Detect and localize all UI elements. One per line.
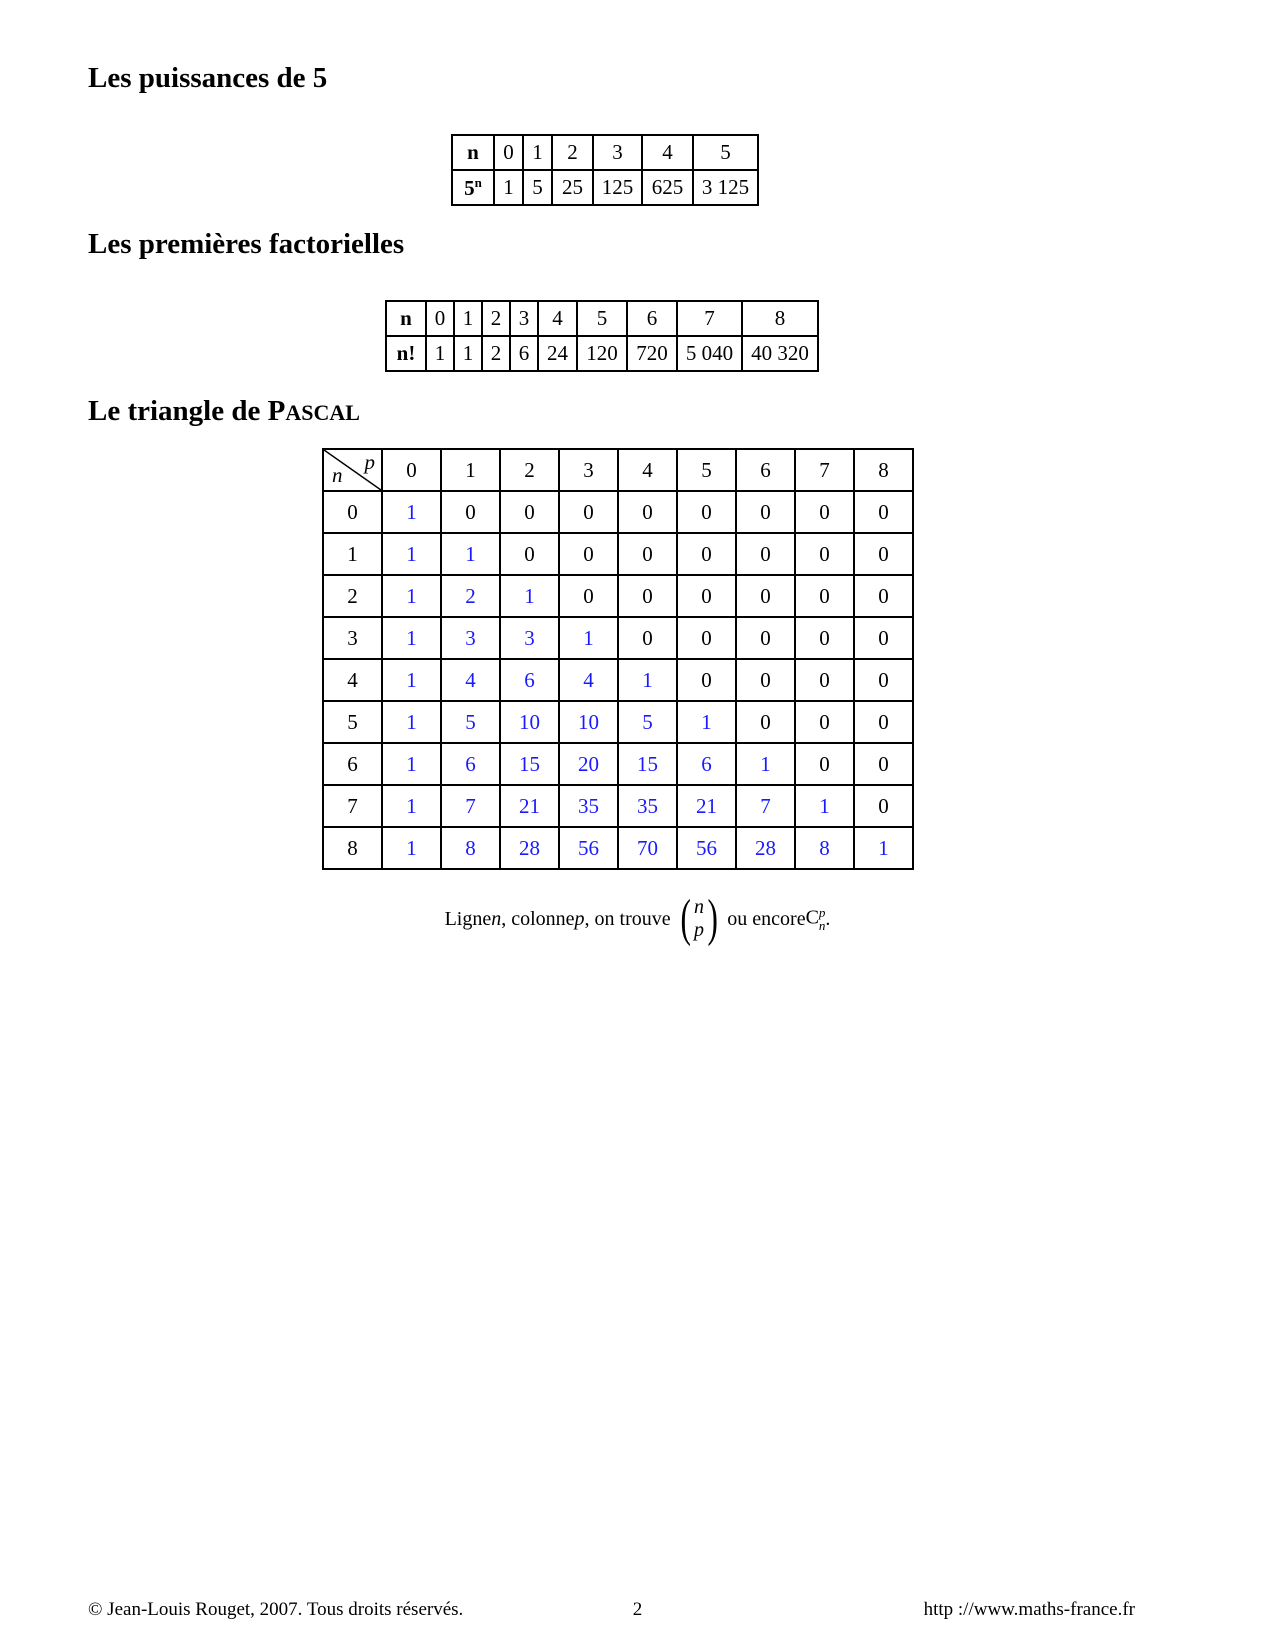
- pascal-row: [323, 743, 913, 785]
- powers-row-values: [452, 170, 758, 205]
- pascal-cell: 1: [382, 491, 441, 533]
- pascal-cell: 5: [618, 701, 677, 743]
- factorial-n-cell: 6: [627, 301, 677, 336]
- pascal-cell: 0: [500, 533, 559, 575]
- pascal-cell: 7: [441, 785, 500, 827]
- pascal-cell: 1: [382, 743, 441, 785]
- pascal-cell: 0: [559, 575, 618, 617]
- pascal-cell: 0: [736, 617, 795, 659]
- pascal-cell: 0: [677, 659, 736, 701]
- pascal-cell: 56: [559, 827, 618, 869]
- pascal-cell: 1: [854, 827, 913, 869]
- pascal-row: [323, 575, 913, 617]
- pascal-cell: 1: [559, 617, 618, 659]
- pascal-row-header: 6: [323, 743, 382, 785]
- factorial-n-cell: 8: [742, 301, 818, 336]
- pascal-cell: 1: [677, 701, 736, 743]
- powers-row-label-n: n: [452, 135, 494, 170]
- factorial-value-cell: 720: [627, 336, 677, 371]
- pascal-col-header: 4: [618, 449, 677, 491]
- pascal-cell: 0: [795, 491, 854, 533]
- pascal-col-header: 0: [382, 449, 441, 491]
- factorial-row-label-nfact: n!: [386, 336, 426, 371]
- pascal-cell: 0: [795, 575, 854, 617]
- factorial-n-cell: 5: [577, 301, 627, 336]
- pascal-cell: 0: [677, 533, 736, 575]
- factorial-n-cell: 7: [677, 301, 742, 336]
- pascal-cell: 0: [854, 491, 913, 533]
- pascal-row-header: 1: [323, 533, 382, 575]
- pascal-header-row: [323, 449, 913, 491]
- powers-n-cell: 4: [642, 135, 693, 170]
- factorial-value-cell: 2: [482, 336, 510, 371]
- pascal-caption: Ligne n , colonne p , on trouve ( n p ) ou encore C p n .: [444, 890, 831, 947]
- pascal-row-header: 4: [323, 659, 382, 701]
- pascal-col-header: 1: [441, 449, 500, 491]
- pascal-cell: 0: [854, 743, 913, 785]
- pascal-cell: 0: [795, 701, 854, 743]
- factorial-value-cell: 120: [577, 336, 627, 371]
- footer-copyright: © Jean-Louis Rouget, 2007. Tous droits réservés.: [88, 1599, 464, 1620]
- pascal-cell: 10: [500, 701, 559, 743]
- pascal-cell: 0: [618, 533, 677, 575]
- pascal-cell: 5: [441, 701, 500, 743]
- pascal-cell: 35: [559, 785, 618, 827]
- pascal-cell: 20: [559, 743, 618, 785]
- pascal-col-header: 5: [677, 449, 736, 491]
- factorial-value-cell: 24: [538, 336, 577, 371]
- footer-page-number: 2: [632, 1599, 643, 1620]
- powers-n-cell: 3: [593, 135, 642, 170]
- powers-row-n: [452, 135, 758, 170]
- factorial-value-cell: 40 320: [742, 336, 818, 371]
- pascal-cell: 10: [559, 701, 618, 743]
- pascal-cell: 3: [441, 617, 500, 659]
- powers-table: [451, 134, 759, 206]
- pascal-cell: 1: [382, 701, 441, 743]
- caption-var-p: p: [574, 907, 585, 930]
- pascal-cell: 1: [382, 827, 441, 869]
- powers-row-label-5n: 5$^n$: [452, 170, 494, 205]
- factorial-row-label-n: n: [386, 301, 426, 336]
- pascal-cell: 1: [382, 575, 441, 617]
- pascal-cell: 6: [441, 743, 500, 785]
- pascal-cell: 1: [382, 785, 441, 827]
- pascal-cell: 35: [618, 785, 677, 827]
- pascal-cell: 15: [618, 743, 677, 785]
- pascal-col-header: 2: [500, 449, 559, 491]
- pascal-cell: 6: [677, 743, 736, 785]
- pascal-cell: 7: [736, 785, 795, 827]
- pascal-cell: 0: [736, 575, 795, 617]
- powers-value-cell: 5: [523, 170, 552, 205]
- pascal-cell: 0: [618, 617, 677, 659]
- pascal-row: [323, 617, 913, 659]
- factorial-row-values: [386, 336, 818, 371]
- pascal-cell: 4: [559, 659, 618, 701]
- pascal-cell: 0: [854, 659, 913, 701]
- pascal-col-header: 6: [736, 449, 795, 491]
- pascal-cell: 0: [677, 491, 736, 533]
- pascal-cell: 0: [618, 575, 677, 617]
- pascal-cell: 0: [854, 575, 913, 617]
- pascal-cell: 1: [500, 575, 559, 617]
- pascal-row: [323, 659, 913, 701]
- powers-n-cell: 2: [552, 135, 593, 170]
- pascal-cell: 6: [500, 659, 559, 701]
- powers-value-cell: 625: [642, 170, 693, 205]
- pascal-cell: 1: [382, 659, 441, 701]
- powers-value-cell: 125: [593, 170, 642, 205]
- factorial-value-cell: 5 040: [677, 336, 742, 371]
- pascal-cell: 4: [441, 659, 500, 701]
- pascal-cell: 3: [500, 617, 559, 659]
- pascal-row-header: 3: [323, 617, 382, 659]
- pascal-row: [323, 827, 913, 869]
- pascal-corner-cell: [323, 449, 382, 491]
- factorial-n-cell: 2: [482, 301, 510, 336]
- factorial-table: [385, 300, 819, 372]
- pascal-cell: 0: [559, 491, 618, 533]
- pascal-col-header: 7: [795, 449, 854, 491]
- pascal-row: [323, 533, 913, 575]
- powers-n-cell: 1: [523, 135, 552, 170]
- powers-value-cell: 3 125: [693, 170, 758, 205]
- powers-n-cell: 5: [693, 135, 758, 170]
- pascal-cell: 70: [618, 827, 677, 869]
- pascal-cell: 1: [382, 617, 441, 659]
- combination-notation: C p n: [805, 905, 826, 933]
- pascal-cell: 0: [677, 617, 736, 659]
- section-title-powers: Les puissances de 5: [88, 62, 328, 94]
- pascal-cell: 0: [736, 701, 795, 743]
- pascal-cell: 21: [677, 785, 736, 827]
- pascal-col-header: 8: [854, 449, 913, 491]
- factorial-value-cell: 1: [426, 336, 454, 371]
- powers-n-cell: 0: [494, 135, 523, 170]
- pascal-cell: 0: [500, 491, 559, 533]
- powers-value-cell: 25: [552, 170, 593, 205]
- pascal-row: [323, 701, 913, 743]
- section-title-factorials: Les premières factorielles: [88, 228, 405, 260]
- pascal-cell: 0: [854, 617, 913, 659]
- pascal-cell: 0: [854, 533, 913, 575]
- powers-value-cell: 1: [494, 170, 523, 205]
- caption-var-n: n: [491, 907, 502, 930]
- pascal-cell: 28: [500, 827, 559, 869]
- pascal-cell: 0: [854, 701, 913, 743]
- pascal-cell: 1: [441, 533, 500, 575]
- pascal-cell: 1: [736, 743, 795, 785]
- pascal-cell: 1: [618, 659, 677, 701]
- pascal-cell: 0: [559, 533, 618, 575]
- pascal-row: [323, 785, 913, 827]
- pascal-row-header: 7: [323, 785, 382, 827]
- pascal-row: [323, 491, 913, 533]
- factorial-n-cell: 0: [426, 301, 454, 336]
- pascal-cell: 0: [795, 659, 854, 701]
- factorial-value-cell: 1: [454, 336, 482, 371]
- factorial-row-n: [386, 301, 818, 336]
- corner-label-n: n: [332, 463, 343, 487]
- pascal-cell: 0: [736, 533, 795, 575]
- factorial-value-cell: 6: [510, 336, 538, 371]
- pascal-row-header: 2: [323, 575, 382, 617]
- pascal-cell: 2: [441, 575, 500, 617]
- pascal-cell: 0: [854, 785, 913, 827]
- pascal-cell: 0: [795, 533, 854, 575]
- pascal-row-header: 0: [323, 491, 382, 533]
- pascal-cell: 8: [441, 827, 500, 869]
- pascal-cell: 0: [736, 659, 795, 701]
- pascal-col-header: 3: [559, 449, 618, 491]
- factorial-n-cell: 4: [538, 301, 577, 336]
- factorial-n-cell: 1: [454, 301, 482, 336]
- pascal-cell: 0: [677, 575, 736, 617]
- pascal-cell: 0: [736, 491, 795, 533]
- section-title-pascal: Le triangle de PASCAL: [88, 395, 360, 427]
- pascal-cell: 28: [736, 827, 795, 869]
- pascal-row-header: 5: [323, 701, 382, 743]
- corner-label-p: p: [364, 450, 375, 474]
- pascal-row-header: 8: [323, 827, 382, 869]
- pascal-cell: 1: [795, 785, 854, 827]
- factorial-n-cell: 3: [510, 301, 538, 336]
- pascal-cell: 0: [618, 491, 677, 533]
- pascal-cell: 0: [795, 617, 854, 659]
- pascal-cell: 0: [795, 743, 854, 785]
- binomial-coefficient: ( n p ): [680, 890, 718, 947]
- pascal-cell: 56: [677, 827, 736, 869]
- footer-url[interactable]: http ://www.maths-france.fr: [923, 1599, 1135, 1620]
- pascal-cell: 21: [500, 785, 559, 827]
- pascal-cell: 15: [500, 743, 559, 785]
- pascal-cell: 0: [441, 491, 500, 533]
- pascal-cell: 8: [795, 827, 854, 869]
- pascal-table: [322, 448, 914, 870]
- pascal-cell: 1: [382, 533, 441, 575]
